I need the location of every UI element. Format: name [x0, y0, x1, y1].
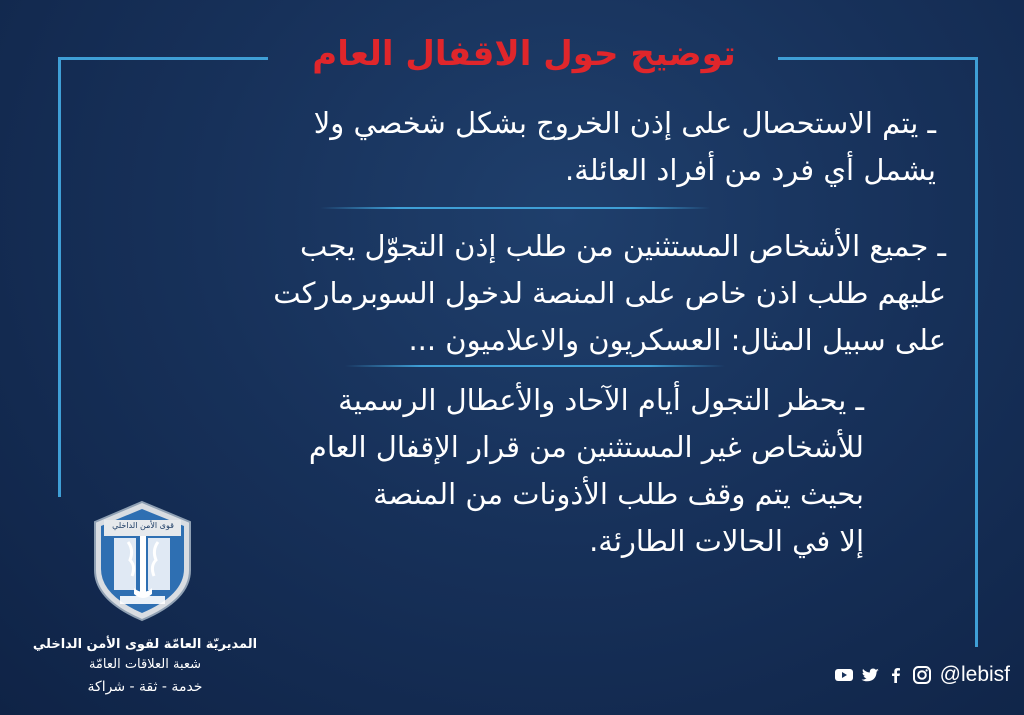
frame-line-top-right [778, 57, 978, 60]
paragraph-exempt-persons [106, 223, 946, 364]
paragraph-line: عليهم طلب اذن خاص على المنصة لدخول السوبرماركت [273, 276, 946, 310]
paragraph-line: بحيث يتم وقف طلب الأذونات من المنصة [373, 477, 864, 511]
organization-name: المديريّة العامّة لقوى الأمن الداخلي [32, 637, 258, 652]
instagram-icon[interactable] [912, 665, 932, 685]
paragraph-line: ـ يحظر التجول أيام الآحاد والأعطال الرسمية [338, 383, 864, 417]
page-title: توضيح حول الاقفال العام [312, 34, 736, 74]
divider [320, 207, 710, 209]
frame-line-right [975, 57, 978, 647]
divider [345, 365, 725, 367]
youtube-icon[interactable] [834, 665, 854, 685]
paragraph-sunday-ban [144, 377, 864, 565]
logo-text: قوى الأمن الداخلي [112, 521, 174, 530]
twitter-icon[interactable] [860, 665, 880, 685]
frame-line-top-left [58, 57, 268, 60]
frame-line-left [58, 57, 61, 497]
facebook-icon[interactable] [886, 665, 906, 685]
social-bar [834, 660, 1010, 690]
social-handle[interactable]: @lebisf [939, 663, 1010, 686]
organization-department: شعبة العلاقات العامّة [88, 657, 202, 672]
organization-motto: خدمة - ثقة - شراكة [87, 679, 203, 695]
isf-emblem-icon [90, 500, 195, 622]
paragraph-line: ـ جميع الأشخاص المستثنين من طلب إذن التجوّل يجب [300, 229, 946, 263]
paragraph-line: يشمل أي فرد من أفراد العائلة. [565, 153, 936, 187]
paragraph-line: للأشخاص غير المستثنين من قرار الإقفال العام [308, 430, 864, 464]
paragraph-line: ـ يتم الاستحصال على إذن الخروج بشكل شخصي ولا [313, 106, 936, 140]
paragraph-line: على سبيل المثال: العسكريون والاعلاميون ... [408, 323, 946, 357]
paragraph-exit-permit [136, 100, 936, 194]
paragraph-line: إلا في الحالات الطارئة. [589, 524, 864, 558]
